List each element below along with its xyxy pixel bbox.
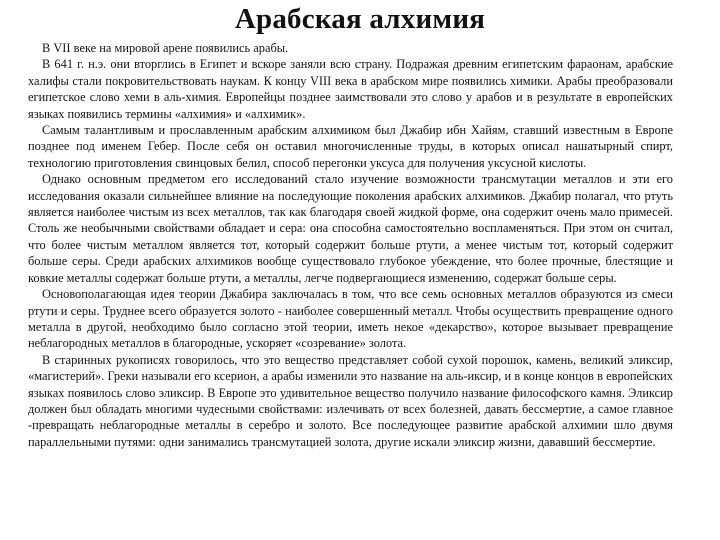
- paragraph-jabir: Самым талантливым и прославленным арабским алхимиком был Джабир ибн Хайям, ставший известным в Европе позднее под именем Гебер. После себя он оставил многочисленные труды, в которых описал нашатырный спирт, технологию приготовления свинцовых белил, способ перегонки уксуса для получения уксусной кислоты.: [28, 123, 673, 170]
- article-body: [28, 40, 673, 450]
- paragraph-arab-conquest: В 641 г. н.э. они вторглись в Египет и вскоре заняли всю страну. Подражая древним египетским фараонам, арабские халифы стали покровительствовать наукам. К концу VIII века в арабском мире появились химики. Арабы преобразовали египетское слово хеми в аль-химия. Европейцы позднее заимствовали это слово у арабов и в результате в европейских языках появились термины «алхимия» и «алхимик».: [28, 57, 673, 121]
- page-title: Арабская алхимия: [234, 3, 486, 35]
- paragraph-theory: Основополагающая идея теории Джабира заключалась в том, что все семь основных металлов образуются из смеси ртути и серы. Труднее всего образуется золото - наиболее совершенный металл. Чтобы осуществить превращение одного металла в другой, необходимо было согласно этой теории, иметь некое «декарство», которое вызывает превращение неблагородных металлов в благородные, ускоряет «созревание» золота.: [28, 287, 673, 351]
- paragraph-intro: В VII веке на мировой арене появились арабы.: [42, 41, 289, 55]
- paragraph-transmutation: Однако основным предметом его исследований стало изучение возможности трансмутации металлов и эти его исследования оказали сильнейшее влияние на последующие поколения арабских алхимиков. Джабир полагал, что ртуть является наиболее чистым из всех металлов, так как благодаря своей жидкой форме, она содержит очень мало примесей. Столь же необычными свойствами обладает и сера: она способна самостоятельно воспламеняться. При этом он считал, что более чистым металлом является тот, который содержит больше ртути, а менее чистым тот, который содержит больше серы. Среди арабских алхимиков вообще существовало глубокое убеждение, что более прочные, блестящие и ковкие металлы содержат больше ртути, а металлы, легче подвергающиеся изменению, содержат больше серы.: [28, 172, 673, 285]
- paragraph-elixir: В старинных рукописях говорилось, что это вещество представляет собой сухой порошок, камень, великий эликсир, «магистерий». Греки называли его ксерион, а арабы изменили это название на аль-иксир, и в конце концов в европейских языках появилось слово эликсир. В Европе это удивительное вещество получило название философского камня. Эликсир должен был обладать многими чудесными свойствами: излечивать от всех болезней, давать бессмертие, а самое главное -превращать неблагородные металлы в серебро и золото. Все последующее развитие арабской алхимии шло двумя параллельными путями: одни занимались трансмутацией золота, другие искали эликсир жизни, дававший бессмертие.: [28, 352, 673, 449]
